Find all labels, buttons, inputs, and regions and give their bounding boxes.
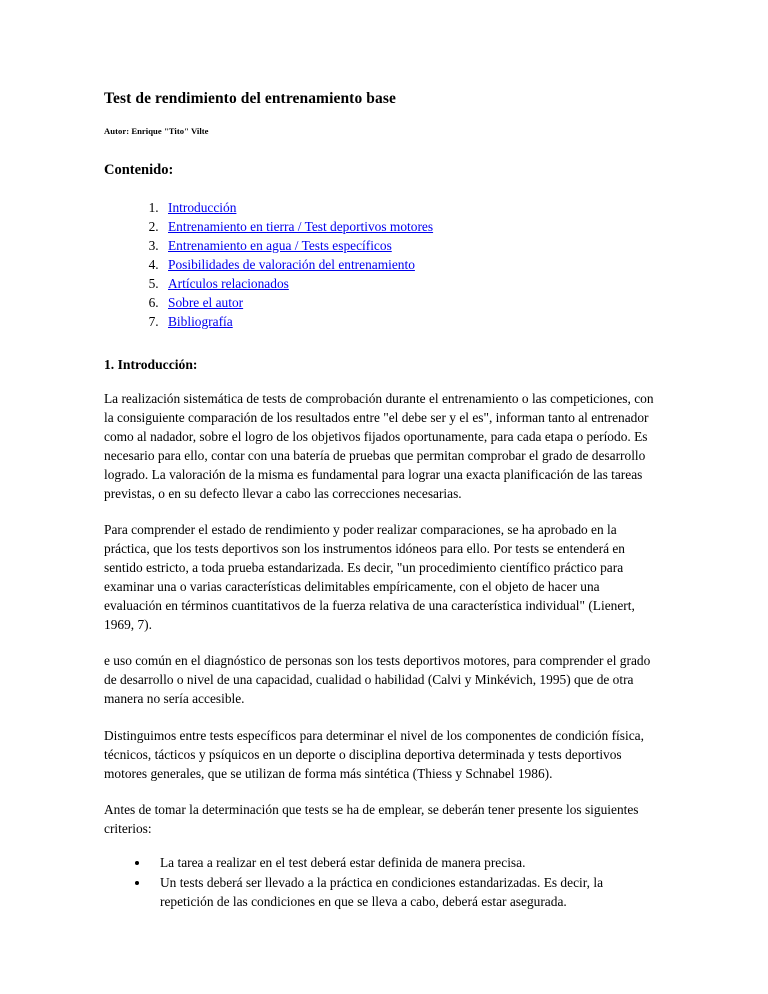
introduction-paragraph-2: Para comprender el estado de rendimiento y poder realizar comparaciones, se ha aprobado en la práctica, que los tests deportivos son los instrumentos idóneos para ello. Por tests se entenderá en sentido estricto, a toda prueba estandarizada. Es decir, "un procedimiento científico práctico para examinar una o varias características delimitables empíricamente, con el objeto de hacer una evaluación en términos cuantitativos de la fuerza relativa de una característica individual" (Lienert, 1969, 7). bbox=[104, 522, 635, 633]
list-item bbox=[162, 293, 655, 312]
toc-link-bibliografia[interactable]: Bibliografía bbox=[168, 313, 233, 329]
introduction-paragraph-5: Antes de tomar la determinación que tests se ha de emplear, se deberán tener presente los siguientes criterios: bbox=[104, 801, 639, 836]
table-of-contents bbox=[104, 198, 655, 331]
toc-link-introduccion[interactable]: Introducción bbox=[168, 199, 237, 215]
toc-link-entrenamiento-tierra[interactable]: Entrenamiento en tierra / Test deportivos motores bbox=[168, 218, 434, 234]
toc-link-posibilidades-valoracion[interactable]: Posibilidades de valoración del entrenamiento bbox=[168, 256, 415, 272]
toc-link-sobre-el-autor[interactable]: Sobre el autor bbox=[168, 294, 244, 310]
list-item bbox=[162, 217, 655, 236]
list-item bbox=[162, 274, 655, 293]
list-item bbox=[162, 198, 655, 217]
contents-heading: Contenido: bbox=[104, 162, 174, 179]
introduction-paragraph-3: e uso común en el diagnóstico de personas son los tests deportivos motores, para comprender el grado de desarrollo o nivel de una capacidad, cualidad o habilidad (Calvi y Minkévich, 1995) que de otra manera no sería accesible. bbox=[104, 653, 651, 707]
author-byline: Autor: Enrique "Tito" Vilte bbox=[104, 125, 209, 136]
introduction-heading: 1. Introducción: bbox=[104, 356, 198, 372]
introduction-paragraph-1: La realización sistemática de tests de comprobación durante el entrenamiento o las competiciones, con la consiguiente comparación de los resultados entre "el debe ser y el es", informan tanto al entrenador como al nadador, sobre el logro de los objetivos fijados oportunamente, para cada etapa o período. Es necesario para ello, contar con una batería de pruebas que permitan comprobar el grado de desarrollo logrado. La valoración de la misma es fundamental para lograr una exacta planificación de las tareas previstas, o en su defecto llevar a cabo las correcciones necesarias. bbox=[104, 391, 654, 502]
list-item bbox=[162, 255, 655, 274]
list-item: • Un tests deberá ser llevado a la práctica en condiciones estandarizadas. Es decir, la repetición de las condiciones en que se lleva a cabo, deberá estar asegurada. bbox=[150, 873, 655, 911]
list-item bbox=[162, 236, 655, 255]
introduction-paragraph-4: Distinguimos entre tests específicos para determinar el nivel de los componentes de condición física, técnicos, tácticos y psíquicos en un deporte o disciplina deportiva determinada y tests deportivos motores generales, que se utilizan de forma más sintética (Thiess y Schnabel 1986). bbox=[104, 727, 644, 781]
list-item: • La tarea a realizar en el test deberá estar definida de manera precisa. bbox=[150, 853, 655, 872]
list-item bbox=[162, 312, 655, 331]
criteria-list bbox=[104, 853, 655, 911]
page-title: Test de rendimiento del entrenamiento base bbox=[104, 90, 396, 107]
toc-link-articulos-relacionados[interactable]: Artículos relacionados bbox=[168, 275, 289, 291]
toc-link-entrenamiento-agua[interactable]: Entrenamiento en agua / Tests específicos bbox=[168, 237, 392, 253]
